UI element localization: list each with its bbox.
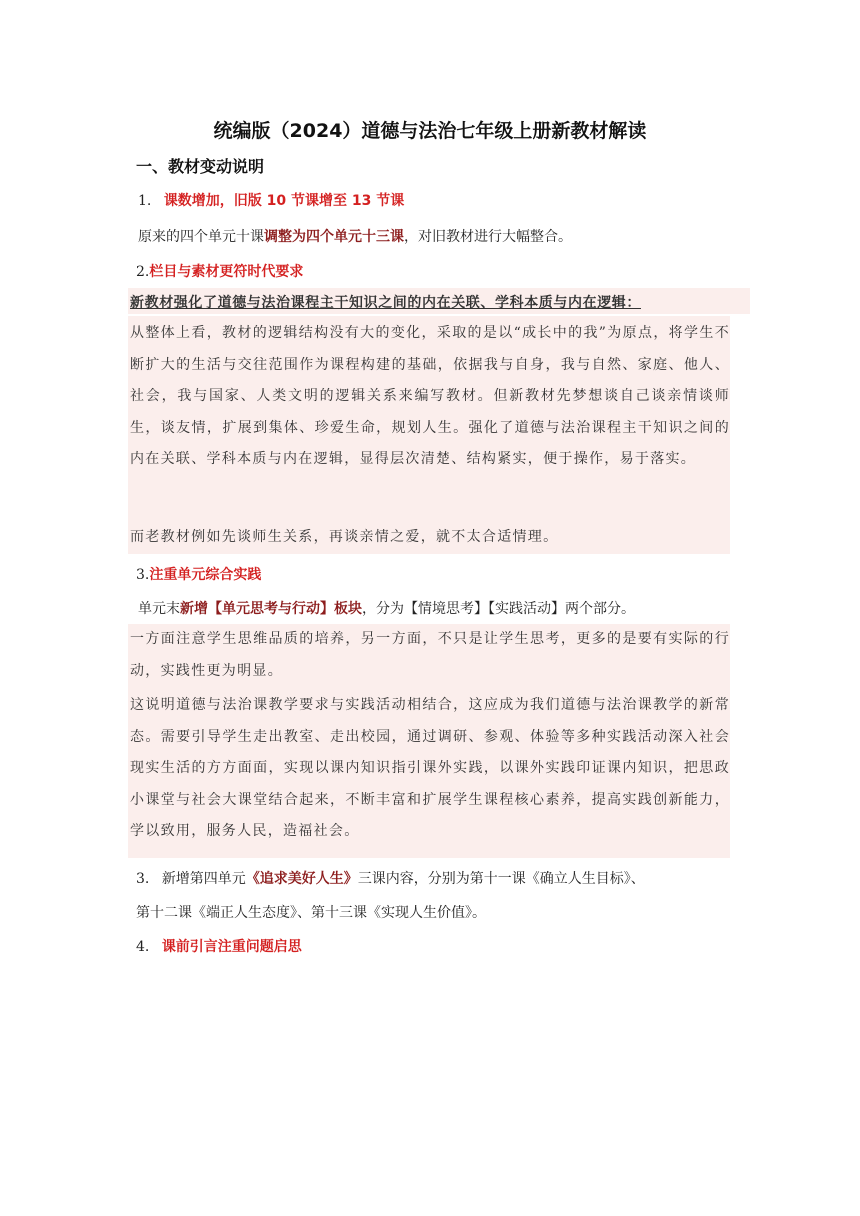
item-3-body <box>138 598 635 618</box>
item-3-heading <box>136 564 261 584</box>
item-4-title: 课前引言注重问题启思 <box>161 939 302 955</box>
item-2-paragraph-2: 而老教材例如先谈师生关系，再谈亲情之爱，就不太合适情理。 <box>130 529 559 545</box>
item-3-paragraph-2: 这说明道德与法治课教学要求与实践活动相结合，这应成为我们道德与法治课教学的新常态。需要引导学生走出教室、走出校园，通过调研、参观、体验等多种实践活动深入社会现实生活的方方面面，实现以课内知识指引课外实践，以课外实践印证课内知识，把思政小课堂与社会大课堂结合起来，不断丰富和扩展学生课程核心素养，提高实践创新能力，学以致用，服务人民，造福社会。 <box>130 697 730 839</box>
item-1-body <box>138 226 572 246</box>
item-4-number: 4. <box>136 939 150 955</box>
item-3-body-bold: 新增【单元思考与行动】板块 <box>180 601 362 617</box>
item-2-lead: 新教材强化了道德与法治课程主干知识之间的内在关联、学科本质与内在逻辑： <box>130 295 641 311</box>
item-3-paragraph: 一方面注意学生思维品质的培养，另一方面，不只是让学生思考，更多的是要有实际的行动，实践性更为明显。 <box>130 631 730 679</box>
item-3b-pre: 新增第四单元 <box>161 871 246 887</box>
page-title: 统编版（2024）道德与法治七年级上册新教材解读 <box>213 120 647 142</box>
item-2-number: 2. <box>136 264 150 280</box>
item-1-title: 课数增加，旧版 10 节课增至 13 节课 <box>163 193 405 209</box>
section-heading: 一、教材变动说明 <box>136 157 265 176</box>
item-3-number: 3. <box>136 567 150 583</box>
item-1-body-bold: 调整为四个单元十三课 <box>264 229 404 245</box>
item-3-body-post: ，分为【情境思考】【实践活动】两个部分。 <box>362 601 635 617</box>
item-2-heading <box>136 261 303 281</box>
item-3-body-pre: 单元末 <box>138 601 180 617</box>
item-3b-number: 3. <box>136 871 150 887</box>
item-3b-post: 三课内容，分别为第十一课《确立人生目标》、 <box>357 871 645 887</box>
item-1-heading <box>138 190 404 210</box>
item-3b-bold: 《追求美好人生》 <box>245 871 358 887</box>
item-2-title: 栏目与素材更符时代要求 <box>149 264 304 280</box>
item-1-body-post: ，对旧教材进行大幅整合。 <box>404 229 572 245</box>
item-1-number: 1. <box>138 193 152 209</box>
item-1-body-pre: 原来的四个单元十课 <box>138 229 264 245</box>
item-3-title: 注重单元综合实践 <box>149 567 262 583</box>
item-3b-line-2: 第十二课《端正人生态度》、第十三课《实现人生价值》。 <box>136 905 486 921</box>
item-2-paragraph: 从整体上看，教材的逻辑结构没有大的变化，采取的是以“成长中的我”为原点，将学生不断扩大的生活与交往范围作为课程构建的基础，依据我与自身，我与自然、家庭、他人、社会，我与国家、人类文明的逻辑关系来编写教材。但新教材先梦想谈自己谈亲情谈师生，谈友情，扩展到集体、珍爱生命，规划人生。强化了道德与法治课程主干知识之间的内在关联、学科本质与内在逻辑，显得层次清楚、结构紧实，便于操作，易于落实。 <box>130 325 730 467</box>
item-3b-line <box>136 868 645 888</box>
item-4-heading <box>136 936 302 956</box>
